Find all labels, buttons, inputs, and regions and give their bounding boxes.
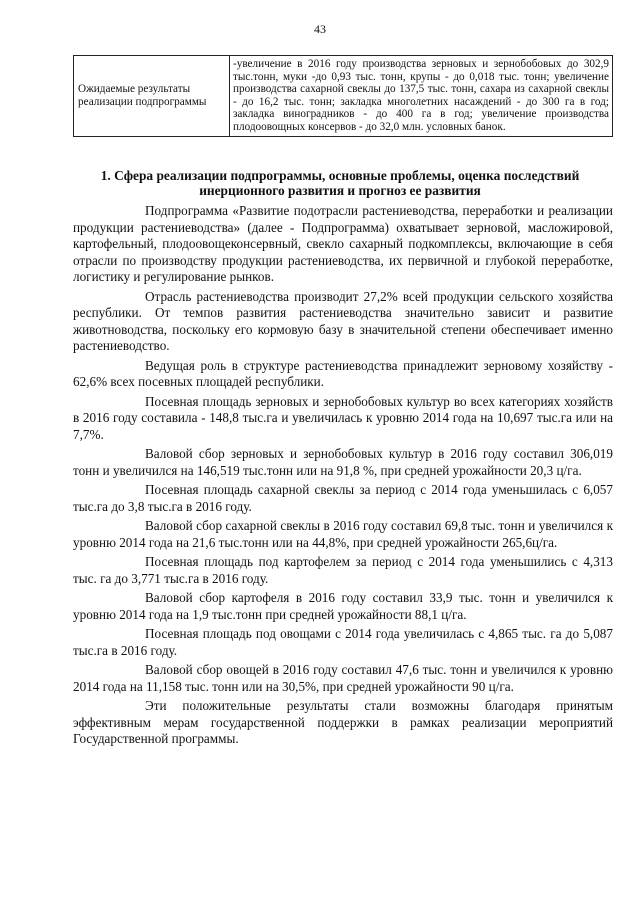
- paragraph-7: Валовой сбор сахарной свеклы в 2016 году составил 69,8 тыс. тонн и увеличился к уровню 2014 года на 21,6 тыс.тонн или на 44,8%, при средней урожайности 265,6ц/га.: [73, 518, 613, 550]
- section-heading: 1. Сфера реализации подпрограммы, основные проблемы, оценка последствий инерционного развития и прогноз ее развития: [100, 168, 580, 198]
- table-value-cell: -увеличение в 2016 году производства зерновых и зернобобовых до 302,9 тыс.тонн, муки -до 0,93 тыс. тонн, крупы - до 0,018 тыс. тонн; увеличение производства сахарной свеклы до 137,5 тыс. тонн, сахара из сахарной свеклы - до 16,2 тыс. тонн; закладка многолетних насаждений - до 300 га в год; закладка виноградников - до 400 га в год; увеличение производства плодоовощных консервов - до 32,0 млн. условных банок.: [230, 56, 613, 137]
- paragraph-9: Валовой сбор картофеля в 2016 году составил 33,9 тыс. тонн и увеличился к уровню 2014 года на 1,9 тыс.тонн при средней урожайности 88,1 ц/га.: [73, 590, 613, 622]
- page-number: 43: [314, 22, 326, 36]
- table-row: [74, 56, 613, 137]
- paragraph-2: Отрасль растениеводства производит 27,2% всей продукции сельского хозяйства республики. От темпов развития растениеводства значительно зависит и развитие животноводства, поскольку его кормовую базу в значительной степени обеспечивает именно растениеводство.: [73, 288, 613, 353]
- paragraph-4: Посевная площадь зерновых и зернобобовых культур во всех категориях хозяйств в 2016 году составила - 148,8 тыс.га и увеличилась к уровню 2014 года на 10,697 тыс.га или на 7,7%.: [73, 393, 613, 442]
- table-label-cell: Ожидаемые результаты реализации подпрограммы: [74, 56, 230, 137]
- paragraph-12: Эти положительные результаты стали возможны благодаря принятым эффективным мерам государственной поддержки в рамках реализации мероприятий Государственной программы.: [73, 698, 613, 746]
- paragraph-8: Посевная площадь под картофелем за период с 2014 года уменьшились с 4,313 тыс. га до 3,771 тыс.га в 2016 году.: [73, 554, 613, 586]
- paragraph-5: Валовой сбор зерновых и зернобобовых культур в 2016 году составил 306,019 тонн и увеличился на 146,519 тыс.тонн или на 91,8 %, при средней урожайности 20,3 ц/га.: [73, 446, 613, 478]
- paragraph-1: Подпрограмма «Развитие подотрасли растениеводства, переработки и реализации продукции растениеводства» (далее - Подпрограмма) охватывает зерновой, масложировой, картофельный, плодоовощеконсервный, свекло сахарный подкомплексы, включающие в себя отрасли по производству продукции растениеводства, их первичной и глубокой переработке, логистику и регулирование рынков.: [73, 203, 613, 284]
- paragraph-3: Ведущая роль в структуре растениеводства принадлежит зерновому хозяйству - 62,6% всех посевных площадей республики.: [73, 357, 613, 389]
- paragraph-6: Посевная площадь сахарной свеклы за период с 2014 года уменьшилась с 6,057 тыс.га до 3,8 тыс.га в 2016 году.: [73, 482, 613, 514]
- expected-results-table: [73, 55, 613, 137]
- paragraph-10: Посевная площадь под овощами с 2014 года увеличилась с 4,865 тыс. га до 5,087 тыс.га в 2016 году.: [73, 626, 613, 658]
- paragraph-11: Валовой сбор овощей в 2016 году составил 47,6 тыс. тонн и увеличился к уровню 2014 года на 11,158 тыс. тонн или на 30,5%, при средней урожайности 90 ц/га.: [73, 662, 613, 694]
- body-text: [73, 203, 613, 751]
